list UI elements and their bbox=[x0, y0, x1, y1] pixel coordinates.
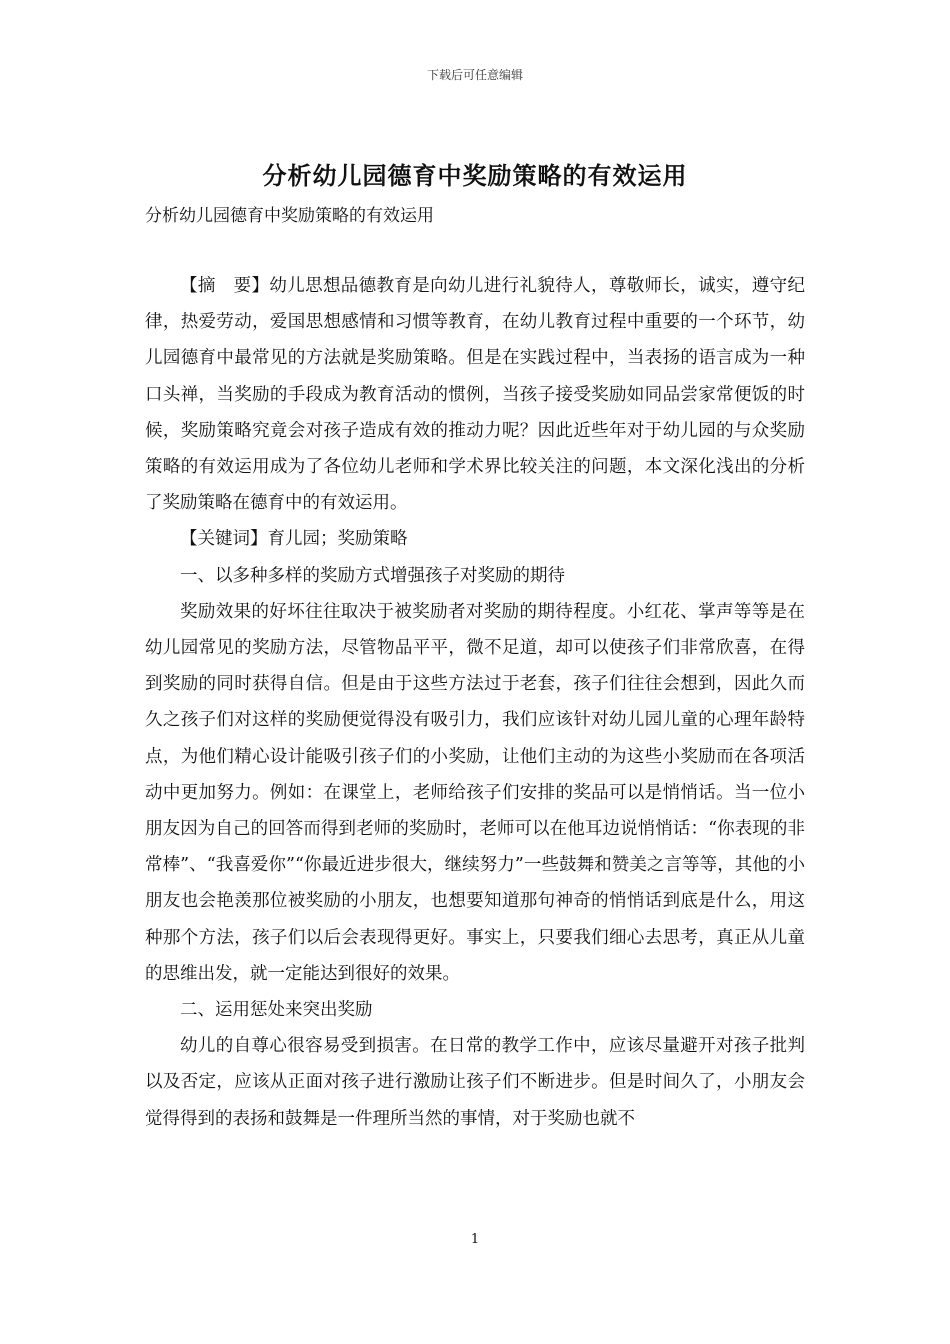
abstract-paragraph: 【摘 要】幼儿思想品德教育是向幼儿进行礼貌待人，尊敬师长，诚实，遵守纪律，热爱劳动，爱国思想感情和习惯等教育，在幼儿教育过程中重要的一个环节，幼儿园德育中最常见的方法就是奖励策略。但是在实践过程中，当表扬的语言成为一种口头禅，当奖励的手段成为教育活动的惯例，当孩子接受奖励如同品尝家常便饭的时候，奖励策略究竟会对孩子造成有效的推动力呢？因此近些年对于幼儿园的与众奖励策略的有效运用成为了各位幼儿老师和学术界比较关注的问题，本文深化浅出的分析了奖励策略在德育中的有效运用。 bbox=[145, 276, 805, 514]
section-heading-2: 二、运用惩处来突出奖励 bbox=[180, 1000, 373, 1021]
page-number: 1 bbox=[470, 1232, 480, 1247]
header-note: 下载后可任意编辑 bbox=[426, 68, 523, 82]
document-body bbox=[145, 268, 805, 1137]
body-paragraph: 幼儿的自尊心很容易受到损害。在日常的教学工作中，应该尽量避开对孩子批判以及否定，应该从正面对孩子进行激励让孩子们不断进步。但是时间久了，小朋友会觉得得到的表扬和鼓舞是一件理所当然的事情，对于奖励也就不 bbox=[145, 1036, 805, 1129]
document-subtitle: 分析幼儿园德育中奖励策略的有效运用 bbox=[145, 206, 434, 226]
keywords-paragraph: 【关键词】育儿园；奖励策略 bbox=[180, 529, 408, 550]
body-paragraph: 奖励效果的好坏往往取决于被奖励者对奖励的期待程度。小红花、掌声等等是在幼儿园常见的奖励方法，尽管物品平平，微不足道，却可以使孩子们非常欣喜，在得到奖励的同时获得自信。但是由于这些方法过于老套，孩子们往往会想到，因此久而久之孩子们对这样的奖励便觉得没有吸引力，我们应该针对幼儿园儿童的心理年龄特点，为他们精心设计能吸引孩子们的小奖励，让他们主动的为这些小奖励而在各项活动中更加努力。例如：在课堂上，老师给孩子们安排的奖品可以是悄悄话。当一位小朋友因为自己的回答而得到老师的奖励时，老师可以在他耳边说悄悄话：“你表现的非常棒”、“我喜爱你”“你最近进步很大，继续努力”一些鼓舞和赞美之言等等，其他的小朋友也会艳羡那位被奖励的小朋友，也想要知道那句神奇的悄悄话到底是什么，用这种那个方法，孩子们以后会表现得更好。事实上，只要我们细心去思考，真正从儿童的思维出发，就一定能达到很好的效果。 bbox=[145, 601, 805, 984]
document-title: 分析幼儿园德育中奖励策略的有效运用 bbox=[262, 161, 688, 190]
section-heading-1: 一、以多种多样的奖励方式增强孩子对奖励的期待 bbox=[180, 565, 565, 586]
